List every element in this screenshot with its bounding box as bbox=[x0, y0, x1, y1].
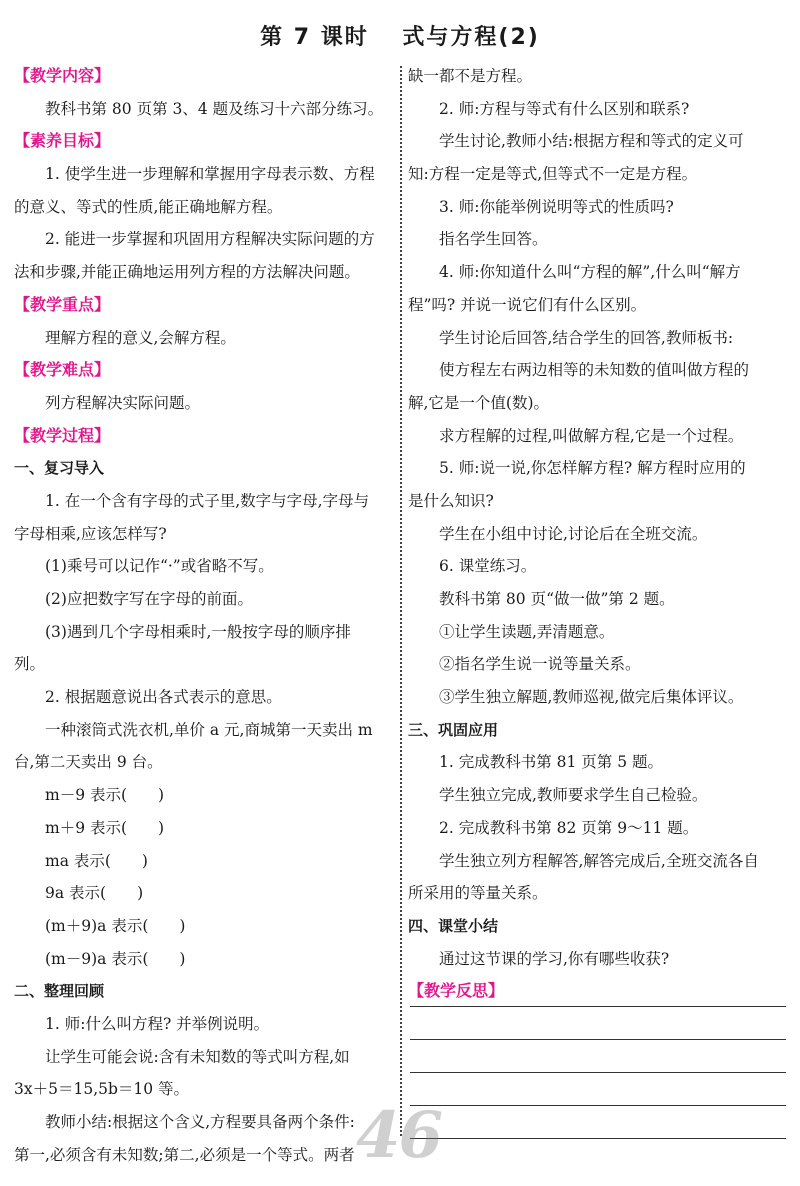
paragraph: 台,第二天卖出 9 台。 bbox=[14, 753, 163, 772]
expression-item: ma 表示( ) bbox=[45, 851, 148, 870]
expression-item: m＋9 表示( ) bbox=[45, 818, 165, 837]
paragraph: 的意义、等式的性质,能正确地解方程。 bbox=[14, 197, 283, 216]
section-heading: 三、巩固应用 bbox=[408, 720, 499, 739]
writing-line bbox=[410, 1138, 786, 1139]
paragraph: 1. 师:什么叫方程? 并举例说明。 bbox=[45, 1014, 270, 1033]
paragraph: 学生独立完成,教师要求学生自己检验。 bbox=[439, 786, 708, 805]
column-divider bbox=[400, 66, 402, 1136]
expression-item: (m＋9)a 表示( ) bbox=[45, 916, 186, 935]
paragraph: 求方程解的过程,叫做解方程,它是一个过程。 bbox=[439, 426, 744, 445]
paragraph: 5. 师:说一说,你怎样解方程? 解方程时应用的 bbox=[439, 459, 746, 478]
paragraph: ①让学生读题,弄清题意。 bbox=[439, 622, 615, 641]
paragraph: 是什么知识? bbox=[408, 491, 494, 510]
paragraph: 学生讨论,教师小结:根据方程和等式的定义可 bbox=[439, 132, 744, 151]
page-title: 第 7 课时 式与方程(2) bbox=[260, 25, 540, 50]
paragraph: 3. 师:你能举例说明等式的性质吗? bbox=[439, 197, 674, 216]
paragraph: 4. 师:你知道什么叫“方程的解”,什么叫“解方 bbox=[439, 263, 741, 282]
paragraph: 3x＋5＝15,5b＝10 等。 bbox=[14, 1080, 190, 1099]
paragraph: 列方程解决实际问题。 bbox=[45, 393, 201, 412]
section-heading: 一、复习导入 bbox=[14, 459, 105, 478]
page-number: 46 bbox=[356, 1098, 442, 1173]
heading-process: 【教学过程】 bbox=[14, 425, 111, 445]
paragraph: 6. 课堂练习。 bbox=[439, 557, 537, 576]
paragraph: 学生独立列方程解答,解答完成后,全班交流各自 bbox=[439, 851, 759, 870]
expression-item: (m－9)a 表示( ) bbox=[45, 949, 186, 968]
expression-item: 9a 表示( ) bbox=[45, 884, 144, 903]
heading-goals: 【素养目标】 bbox=[14, 131, 111, 151]
paragraph: ②指名学生说一说等量关系。 bbox=[439, 655, 641, 674]
paragraph: ③学生独立解题,教师巡视,做完后集体评议。 bbox=[439, 688, 744, 707]
paragraph: 1. 完成教科书第 81 页第 5 题。 bbox=[439, 753, 664, 772]
paragraph: 理解方程的意义,会解方程。 bbox=[45, 328, 236, 347]
paragraph: 2. 根据题意说出各式表示的意思。 bbox=[45, 688, 282, 707]
paragraph: 缺一都不是方程。 bbox=[408, 67, 533, 85]
paragraph: 法和步骤,并能正确地运用列方程的方法解决问题。 bbox=[14, 263, 360, 282]
paragraph: (1)乘号可以记作“·”或省略不写。 bbox=[45, 557, 274, 576]
heading-difficulties: 【教学难点】 bbox=[14, 360, 111, 380]
paragraph: 让学生可能会说:含有未知数的等式叫方程,如 bbox=[45, 1047, 350, 1066]
paragraph: 2. 师:方程与等式有什么区别和联系? bbox=[439, 99, 690, 118]
writing-line bbox=[410, 1039, 786, 1040]
paragraph: 1. 使学生进一步理解和掌握用字母表示数、方程 bbox=[45, 165, 375, 184]
paragraph: 教科书第 80 页“做一做”第 2 题。 bbox=[439, 590, 675, 608]
section-heading: 二、整理回顾 bbox=[14, 982, 105, 1001]
paragraph: 学生讨论后回答,结合学生的回答,教师板书: bbox=[439, 328, 734, 347]
section-heading: 四、课堂小结 bbox=[408, 916, 499, 935]
heading-teaching-content: 【教学内容】 bbox=[14, 66, 111, 85]
paragraph: 2. 能进一步掌握和巩固用方程解决实际问题的方 bbox=[45, 230, 375, 249]
paragraph: 知:方程一定是等式,但等式不一定是方程。 bbox=[408, 165, 698, 184]
paragraph: 所采用的等量关系。 bbox=[408, 884, 548, 903]
left-column bbox=[14, 66, 394, 1177]
paragraph: (2)应把数字写在字母的前面。 bbox=[45, 590, 253, 608]
paragraph: 第一,必须含有未知数;第二,必须是一个等式。两者 bbox=[14, 1145, 355, 1164]
heading-reflection: 【教学反思】 bbox=[408, 981, 505, 1001]
paragraph: 一种滚筒式洗衣机,单价 a 元,商城第一天卖出 m bbox=[45, 720, 373, 739]
right-column bbox=[408, 66, 788, 1014]
writing-line bbox=[410, 1072, 786, 1073]
paragraph: 字母相乘,应该怎样写? bbox=[14, 524, 167, 543]
paragraph: 程”吗? 并说一说它们有什么区别。 bbox=[408, 295, 647, 314]
paragraph: 通过这节课的学习,你有哪些收获? bbox=[439, 949, 670, 968]
paragraph: 列。 bbox=[14, 655, 46, 674]
paragraph: 教科书第 80 页第 3、4 题及练习十六部分练习。 bbox=[45, 99, 384, 118]
paragraph: (3)遇到几个字母相乘时,一般按字母的顺序排 bbox=[45, 622, 351, 641]
paragraph: 解,它是一个值(数)。 bbox=[408, 393, 550, 412]
paragraph: 教师小结:根据这个含义,方程要具备两个条件: bbox=[45, 1113, 355, 1131]
writing-line bbox=[410, 1006, 786, 1007]
paragraph: 2. 完成教科书第 82 页第 9～11 题。 bbox=[439, 818, 699, 837]
heading-key-points: 【教学重点】 bbox=[14, 294, 111, 314]
writing-line bbox=[410, 1105, 786, 1106]
paragraph: 1. 在一个含有字母的式子里,数字与字母,字母与 bbox=[45, 491, 370, 510]
paragraph: 使方程左右两边相等的未知数的值叫做方程的 bbox=[439, 361, 750, 380]
paragraph: 学生在小组中讨论,讨论后在全班交流。 bbox=[439, 524, 708, 543]
paragraph: 指名学生回答。 bbox=[439, 230, 548, 249]
expression-item: m－9 表示( ) bbox=[45, 786, 165, 805]
